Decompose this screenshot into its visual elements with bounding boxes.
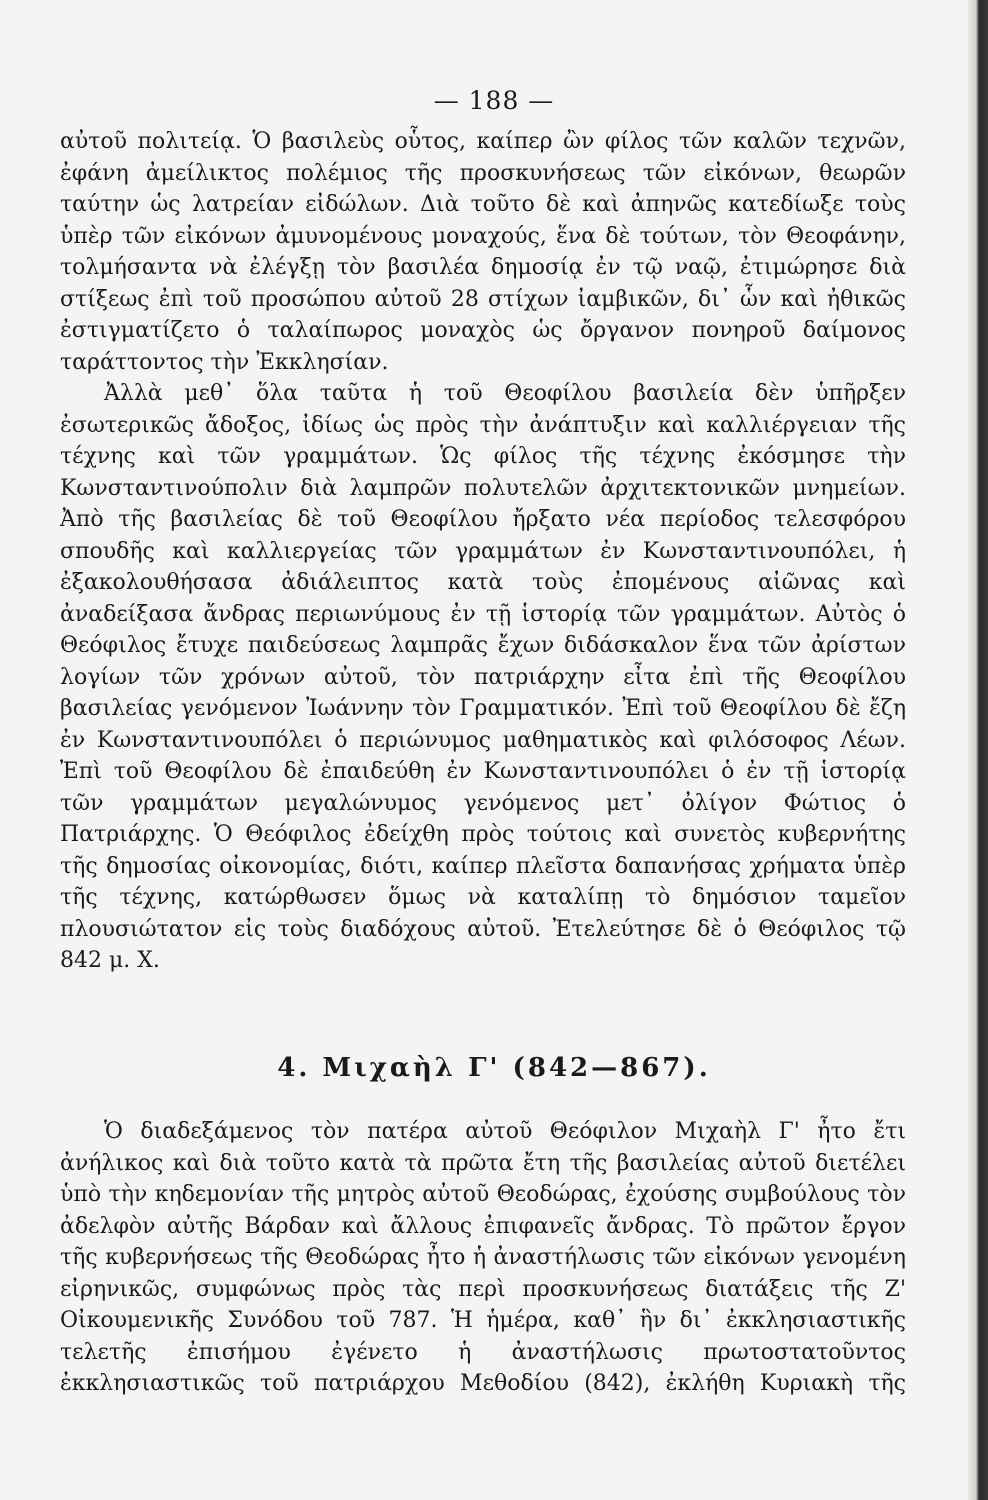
page-number: — 188 — [433, 86, 555, 115]
body-text-section-1 [60, 126, 906, 977]
body-text-section-2 [60, 1116, 906, 1400]
page-binding-edge [968, 0, 988, 1500]
paragraph-theophilus-arts: Ἀλλὰ μεθ᾽ ὅλα ταῦτα ἡ τοῦ Θεοφίλου βασιλεία δὲν ὑπῆρξεν ἐσωτερικῶς ἄδοξος, ἰδίως ὡς πρὸς τὴν ἀνάπτυξιν καὶ καλλιέργειαν τῆς τέχνης καὶ τῶν γραμμάτων. Ὡς φίλος τῆς τέχνης ἐκόσμησε τὴν Κωνσταντινούπολιν διὰ λαμπρῶν πολυτελῶν ἀρχιτεκτονικῶν μνημείων. Ἀπὸ τῆς βασιλείας δὲ τοῦ Θεοφίλου ἤρξατο νέα περίοδος τελεσφόρου σπουδῆς καὶ καλλιεργείας τῶν γραμμάτων ἐν Κωνσταντινουπόλει, ἡ ἐξακολουθήσασα ἀδιάλειπτος κατὰ τοὺς ἐπομένους αἰῶνας καὶ ἀναδείξασα ἄνδρας περιωνύμους ἐν τῇ ἱστορίᾳ τῶν γραμμάτων. Αὐτὸς ὁ Θεόφιλος ἔτυχε παιδεύσεως λαμπρᾶς ἔχων διδάσκαλον ἕνα τῶν ἀρίστων λογίων τῶν χρόνων αὐτοῦ, τὸν πατριάρχην εἶτα ἐπὶ τῆς Θεοφίλου βασιλείας γενόμενον Ἰωάννην τὸν Γραμματικόν. Ἐπὶ τοῦ Θεοφίλου δὲ ἔζη ἐν Κωνσταντινουπόλει ὁ περιώνυμος μαθηματικὸς καὶ φιλόσοφος Λέων. Ἐπὶ τοῦ Θεοφίλου δὲ ἐπαιδεύθη ἐν Κωνσταντινουπόλει ὁ ἐν τῇ ἱστορίᾳ τῶν γραμμάτων μεγαλώνυμος γενόμενος μετ᾽ ὀλίγον Φώτιος ὁ Πατριάρχης. Ὁ Θεόφιλος ἐδείχθη πρὸς τούτοις καὶ συνετὸς κυβερνήτης τῆς δημοσίας οἰκονομίας, διότι, καίπερ πλεῖστα δαπανήσας χρήματα ὑπὲρ τῆς τέχνης, κατώρθωσεν ὅμως νὰ καταλίπῃ τὸ δημόσιον ταμεῖον πλουσιώτατον εἰς τοὺς διαδόχους αὐτοῦ. Ἐτελεύτησε δὲ ὁ Θεόφιλος τῷ 842 μ. Χ. [60, 381, 906, 973]
paragraph-michael-iii: Ὁ διαδεξάμενος τὸν πατέρα αὐτοῦ Θεόφιλον Μιχαὴλ Γ' ἦτο ἔτι ἀνήλικος καὶ διὰ τοῦτο κατὰ τὰ πρῶτα ἔτη τῆς βασιλείας αὐτοῦ διετέλει ὑπὸ τὴν κηδεμονίαν τῆς μητρὸς αὐτοῦ Θεοδώρας, ἐχούσης συμβούλους τὸν ἀδελφὸν αὐτῆς Βάρδαν καὶ ἄλλους ἐπιφανεῖς ἄνδρας. Τὸ πρῶτον ἔργον τῆς κυβερνήσεως τῆς Θεοδώρας ἦτο ἡ ἀναστήλωσις τῶν εἰκόνων γενομένη εἰρηνικῶς, συμφώνως πρὸς τὰς περὶ προσκυνήσεως διατάξεις τῆς Ζ' Οἰκουμενικῆς Συνόδου τοῦ 787. Ἡ ἡμέρα, καθ᾽ ἣν δι᾽ ἐκκλησιαστικῆς τελετῆς ἐπισήμου ἐγένετο ἡ ἀναστήλωσις πρωτοστατοῦντος ἐκκλησιαστικῶς τοῦ πατριάρχου Μεθοδίου (842), ἐκλήθη Κυριακὴ τῆς [60, 1119, 906, 1396]
section-heading: 4. Μιχαὴλ Γ' (842—867). [277, 1053, 711, 1083]
paragraph-continuation: αὐτοῦ πολιτείᾳ. Ὁ βασιλεὺς οὗτος, καίπερ ὢν φίλος τῶν καλῶν τεχνῶν, ἐφάνη ἀμείλικτος πολέμιος τῆς προσκυνήσεως τῶν εἰκόνων, θεωρῶν ταύτην ὡς λατρείαν εἰδώλων. Διὰ τοῦτο δὲ καὶ ἀπηνῶς κατεδίωξε τοὺς ὑπὲρ τῶν εἰκόνων ἀμυνομένους μοναχούς, ἕνα δὲ τούτων, τὸν Θεοφάνην, τολμήσαντα νὰ ἐλέγξῃ τὸν βασιλέα δημοσίᾳ ἐν τῷ ναῷ, ἐτιμώρησε διὰ στίξεως ἐπὶ τοῦ προσώπου αὐτοῦ 28 στίχων ἰαμβικῶν, δι᾽ ὧν καὶ ἠθικῶς ἐστιγματίζετο ὁ ταλαίπωρος μοναχὸς ὡς ὄργανον πονηροῦ δαίμονος ταράττοντος τὴν Ἐκκλησίαν. [60, 129, 906, 375]
